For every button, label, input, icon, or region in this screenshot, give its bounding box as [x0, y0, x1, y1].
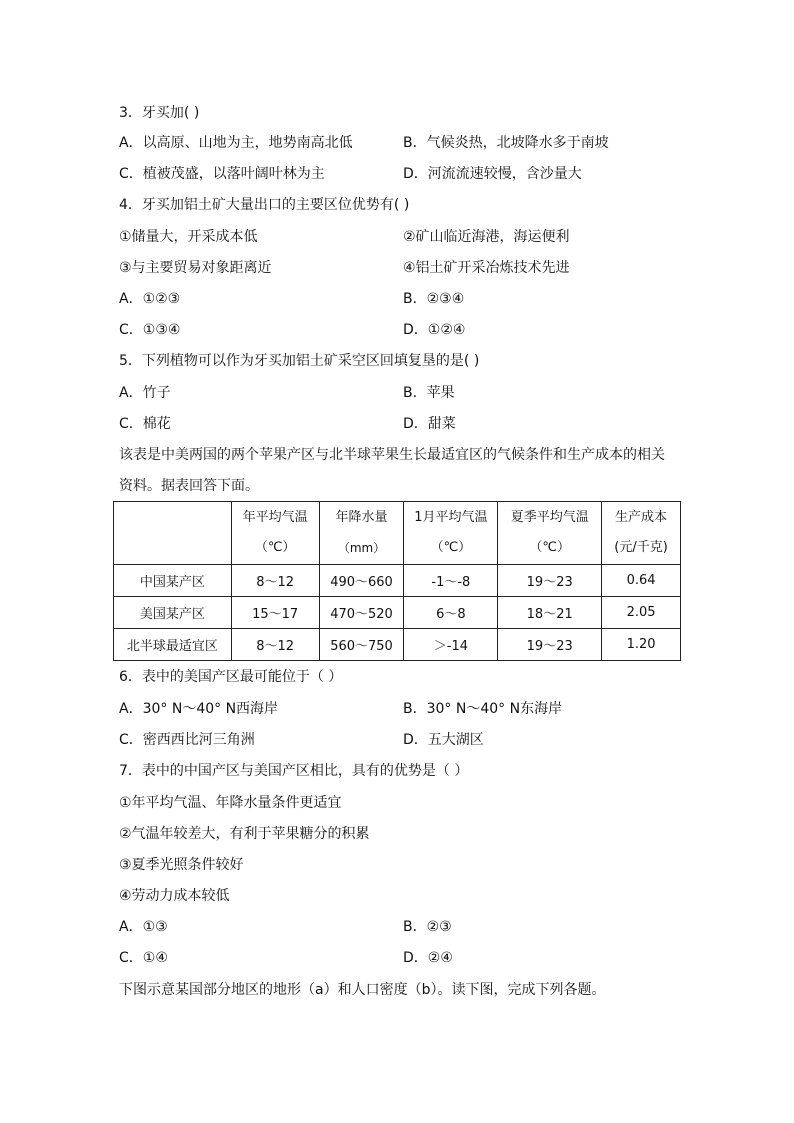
q5-option-a: A．竹子	[119, 385, 171, 401]
intro-line-2: 资料。据表回答下面。	[119, 478, 259, 494]
q5-stem: 5．下列植物可以作为牙买加铝土矿采空区回填复垦的是( )	[119, 353, 480, 369]
table-cell: 8～12	[231, 565, 319, 597]
q3-option-d: D．河流流速较慢，含沙量大	[403, 166, 582, 182]
table-cell: 8～12	[231, 629, 319, 661]
q7-option-c: C．①④	[119, 950, 168, 966]
q6-option-b: B．30° N～40° N东海岸	[403, 701, 563, 717]
q3-option-b: B．气候炎热，北坡降水多于南坡	[403, 135, 609, 151]
outro-text: 下图示意某国部分地区的地形（a）和人口密度（b）。读下图，完成下列各题。	[119, 982, 606, 998]
q7-option-b: B．②③	[403, 919, 452, 935]
q4-statement-3: ③与主要贸易对象距离近	[119, 260, 272, 276]
q7-statement-3: ③夏季光照条件较好	[119, 857, 244, 873]
table-corner-cell	[114, 502, 232, 565]
table-cell: 15～17	[231, 597, 319, 629]
intro-line-1: 该表是中美两国的两个苹果产区与北半球苹果生长最适宜区的气候条件和生产成本的相关	[119, 447, 665, 463]
q4-stem: 4．牙买加铝土矿大量出口的主要区位优势有( )	[119, 197, 410, 213]
q4-statement-4: ④铝土矿开采冶炼技术先进	[403, 260, 570, 276]
q5-option-b: B．苹果	[403, 385, 455, 401]
q7-statement-2: ②气温年较差大，有利于苹果糖分的积累	[119, 826, 370, 842]
table-row	[114, 629, 681, 661]
table-header-row	[114, 502, 681, 565]
table-cell: 0.64	[602, 565, 681, 597]
header-annual-precip: 年降水量 （mm）	[319, 502, 404, 565]
q3-stem: 3．牙买加( )	[119, 105, 200, 121]
header-annual-temp: 年平均气温 （℃）	[231, 502, 319, 565]
table-cell: 6～8	[404, 597, 498, 629]
table-row	[114, 597, 681, 629]
q4-option-d: D．①②④	[403, 322, 466, 338]
q5-option-d: D．甜菜	[403, 416, 456, 432]
header-cost: 生产成本 (元/千克)	[602, 502, 681, 565]
table-cell: 19～23	[498, 565, 602, 597]
q7-statement-4: ④劳动力成本较低	[119, 888, 230, 904]
q6-option-d: D．五大湖区	[403, 732, 484, 748]
climate-cost-table	[113, 501, 681, 661]
header-summer-temp: 夏季平均气温 （℃）	[498, 502, 602, 565]
q6-option-c: C．密西西比河三角洲	[119, 732, 255, 748]
q7-option-d: D．②④	[403, 950, 453, 966]
row-name: 美国某产区	[114, 597, 232, 629]
table-row	[114, 565, 681, 597]
q4-option-a: A．①②③	[119, 291, 181, 307]
q3-option-a: A．以高原、山地为主，地势南高北低	[119, 135, 353, 151]
q4-option-b: B．②③④	[403, 291, 465, 307]
row-name: 中国某产区	[114, 565, 232, 597]
q7-statement-1: ①年平均气温、年降水量条件更适宜	[119, 795, 342, 811]
table-cell: 2.05	[602, 597, 681, 629]
q3-option-c: C．植被茂盛，以落叶阔叶林为主	[119, 166, 325, 182]
table-cell: 18～21	[498, 597, 602, 629]
q4-option-c: C．①③④	[119, 322, 181, 338]
q4-statement-1: ①储量大，开采成本低	[119, 229, 258, 245]
table-cell: 490～660	[319, 565, 404, 597]
q5-option-c: C．棉花	[119, 416, 171, 432]
table-cell: 560～750	[319, 629, 404, 661]
table-cell: -1～-8	[404, 565, 498, 597]
q7-stem: 7．表中的中国产区与美国产区相比，具有的优势是（ ）	[119, 763, 469, 779]
q4-statement-2: ②矿山临近海港，海运便利	[403, 229, 570, 245]
header-jan-temp: 1月平均气温 （℃）	[404, 502, 498, 565]
table-cell: 1.20	[602, 629, 681, 661]
row-name: 北半球最适宜区	[114, 629, 232, 661]
q6-option-a: A．30° N～40° N西海岸	[119, 701, 279, 717]
table-cell: ＞-14	[404, 629, 498, 661]
table-cell: 19～23	[498, 629, 602, 661]
q7-option-a: A．①③	[119, 919, 168, 935]
q6-stem: 6．表中的美国产区最可能位于（ ）	[119, 669, 343, 685]
table-cell: 470～520	[319, 597, 404, 629]
